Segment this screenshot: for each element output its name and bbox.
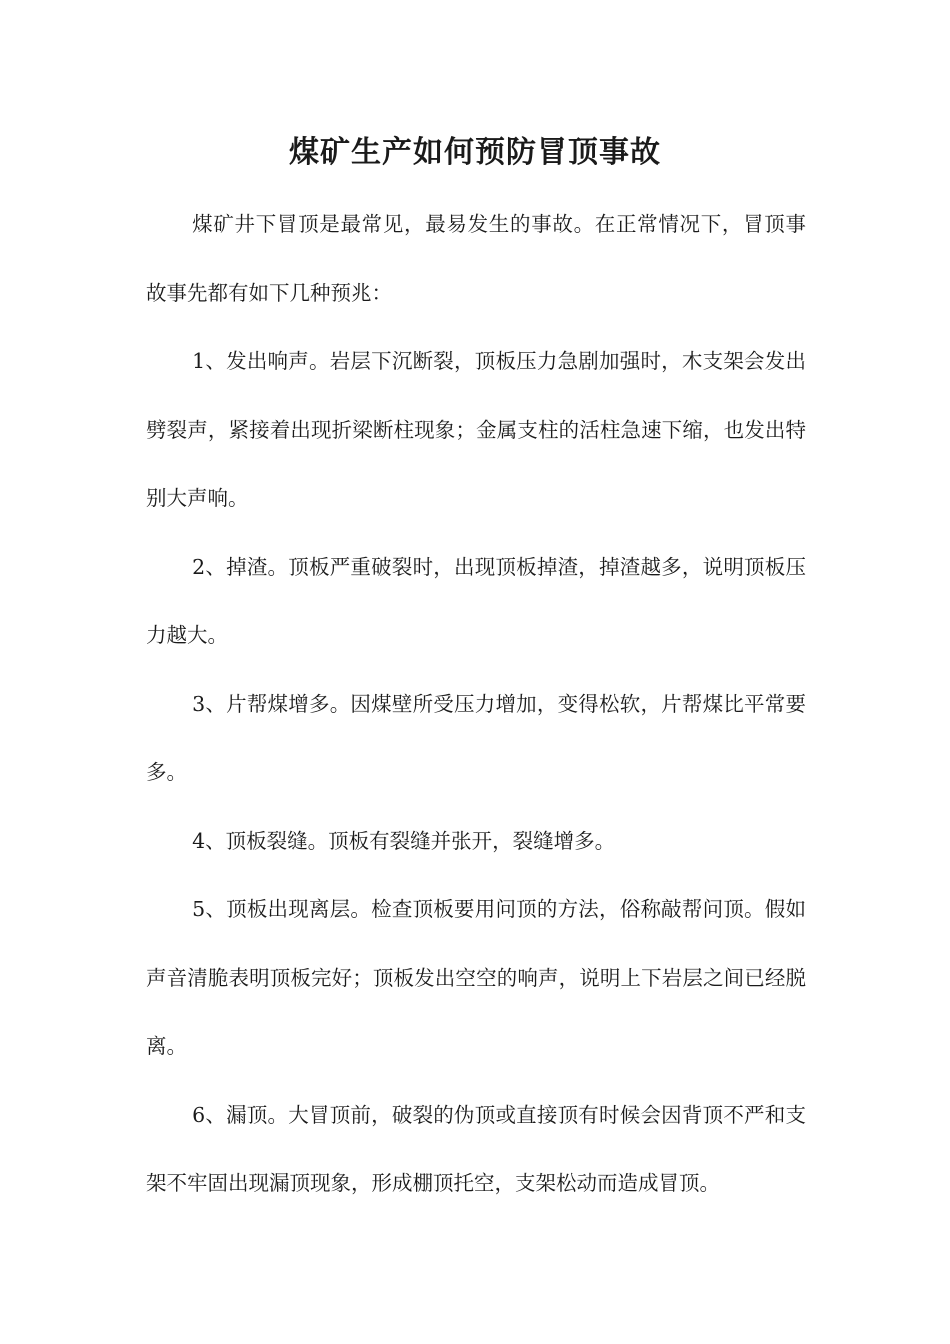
- document-body: [146, 190, 806, 1218]
- paragraph-intro: 煤矿井下冒顶是最常见，最易发生的事故。在正常情况下，冒顶事故事先都有如下几种预兆：: [146, 212, 806, 305]
- paragraph-sign-6: 6、漏顶。大冒顶前，破裂的伪顶或直接顶有时候会因背顶不严和支架不牢固出现漏顶现象，形成棚顶托空，支架松动而造成冒顶。: [146, 1102, 806, 1195]
- paragraph-sign-3: 3、片帮煤增多。因煤壁所受压力增加，变得松软，片帮煤比平常要多。: [146, 691, 806, 784]
- page-title: 煤矿生产如何预防冒顶事故: [289, 135, 661, 170]
- paragraph-sign-2: 2、掉渣。顶板严重破裂时，出现顶板掉渣，掉渣越多，说明顶板压力越大。: [146, 554, 806, 647]
- paragraph-sign-4: 4、顶板裂缝。顶板有裂缝并张开，裂缝增多。: [192, 828, 616, 853]
- paragraph-sign-5: 5、顶板出现离层。检查顶板要用问顶的方法，俗称敲帮问顶。假如声音清脆表明顶板完好；顶板发出空空的响声，说明上下岩层之间已经脱离。: [146, 897, 806, 1058]
- paragraph-sign-1: 1、发出响声。岩层下沉断裂，顶板压力急剧加强时，木支架会发出劈裂声，紧接着出现折梁断柱现象；金属支柱的活柱急速下缩，也发出特别大声响。: [146, 349, 806, 510]
